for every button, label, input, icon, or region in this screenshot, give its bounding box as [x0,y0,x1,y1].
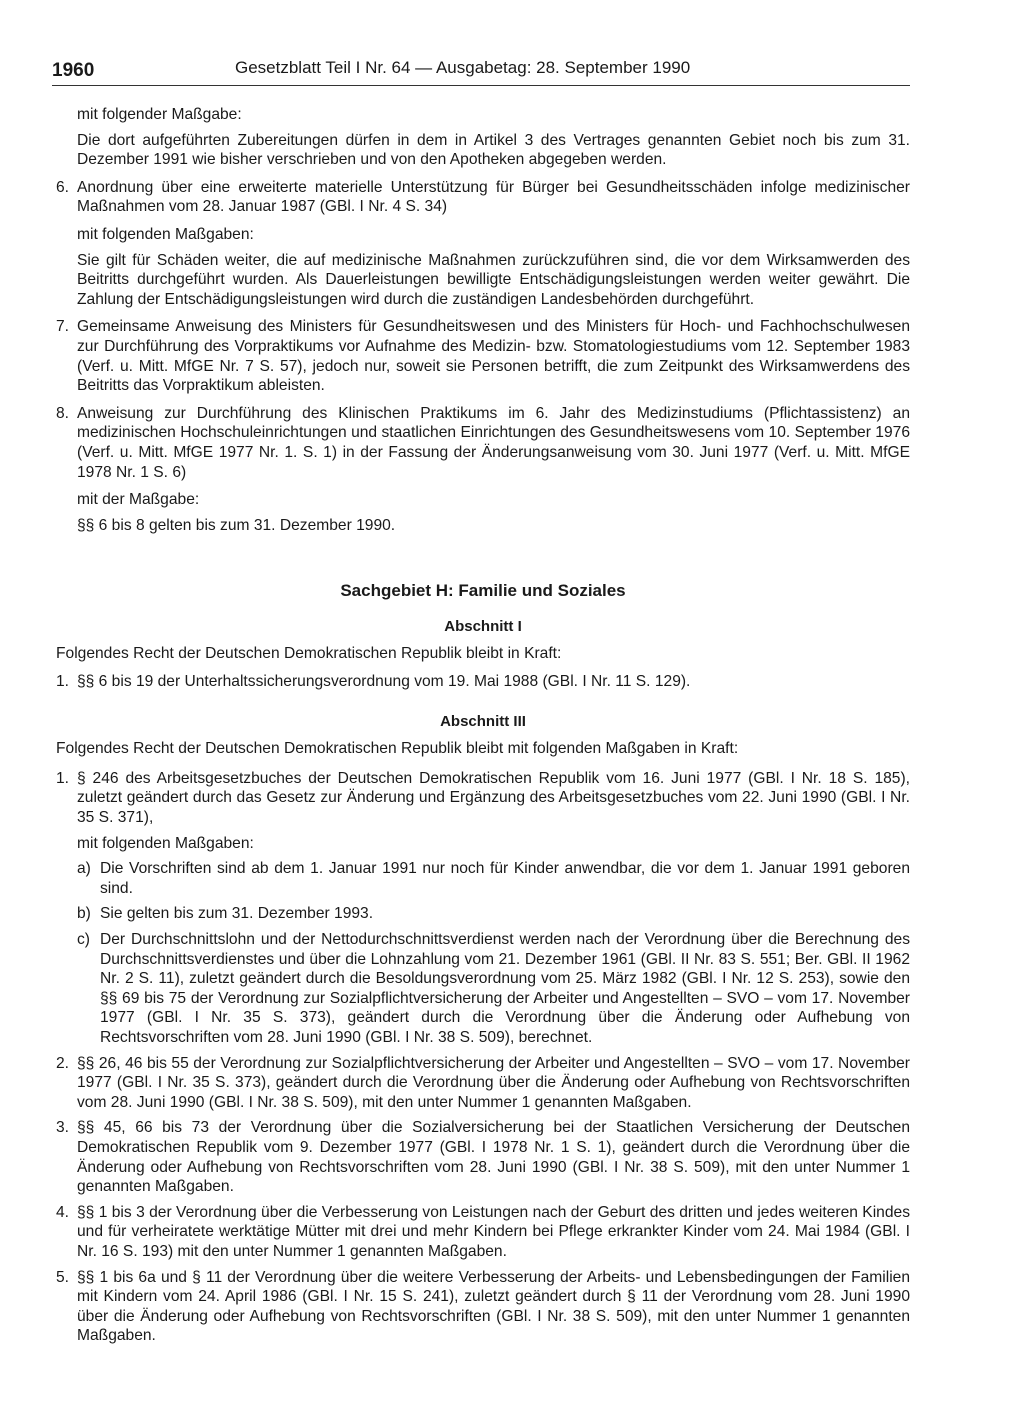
item-number: 8. [56,404,70,422]
maßgabe-label: mit folgender Maßgabe: [77,106,242,123]
item-text: § 246 des Arbeitsgesetzbuches der Deutschen Demokratischen Republik vom 16. Juni 1977 (GBl. I Nr. 18 S. 185), zuletzt geändert durch das Gesetz zur Änderung und Ergänzung des Arbeitsgesetzbuches vom 22. Juni 1990 (GBl. I Nr. 35 S. 371), [77,769,910,827]
abschnitt-title: Abschnitt III [440,712,526,730]
maßgabe-label: mit folgenden Maßgaben: [77,834,254,852]
item-number: 1. [56,673,70,691]
abschnitt-title: Abschnitt I [444,617,522,635]
maßgabe-text: Sie gilt für Schäden weiter, die auf medizinische Maßnahmen zurückzuführen sind, die vor dem Wirksamwerden des Beitritts durchgeführt wurden. Als Dauerleistungen bewilligte Entschädigungsleistungen werden weiter gewährt. Die Zahlung der Entschädigungsleistungen wird durch die zuständigen Landesbehörden durchgeführt. [77,251,910,308]
sub-text: Sie gelten bis zum 31. Dezember 1993. [100,905,374,923]
list-item [56,1268,910,1346]
running-head: Gesetzblatt Teil I Nr. 64 — Ausgabetag: 28. September 1990 [235,58,691,77]
sub-item [56,904,910,924]
item-number: 7. [56,318,70,336]
item-number: 4. [56,1203,70,1221]
page-number: 1960 [52,60,95,81]
maßgabe-label: mit folgenden Maßgaben: [77,225,254,243]
sub-letter: a) [77,860,91,878]
list-item [56,769,910,828]
maßgabe-text: Die dort aufgeführten Zubereitungen dürfen in dem in Artikel 3 des Vertrages genannten Gebiet noch bis zum 31. Dezember 1991 wie bisher verschrieben und von den Apotheken abgegeben werden. [77,131,910,169]
item-number: 1. [56,769,70,787]
abschnitt-intro: Folgendes Recht der Deutschen Demokratischen Republik bleibt mit folgenden Maßgaben in Kraft: [56,740,739,758]
item-text: Anweisung zur Durchführung des Klinischen Praktikums im 6. Jahr des Medizinstudiums (Pflichtassistenz) an medizinischen Hochschuleinrichtungen und staatlichen Einrichtungen des Gesundheitswesens vom 10. September 1976 (Verf. u. Mitt. MfGE 1977 Nr. 1. S. 1) in der Fassung der Änderungsanweisung vom 30. Juni 1977 (Verf. u. Mitt. MfGE 1978 Nr. 1 S. 6) [77,404,910,481]
maßgabe-label: mit der Maßgabe: [77,491,200,509]
body-text [56,105,910,1346]
list-item [56,1054,910,1113]
item-text: §§ 1 bis 6a und § 11 der Verordnung über die weitere Verbesserung der Arbeits- und Lebensbedingungen der Familien mit Kindern vom 24. April 1986 (GBl. I Nr. 15 S. 241), zuletzt geändert durch § 11 der Verordnung vom 28. Juni 1990 über die Änderung oder Aufhebung von Rechtsvorschriften (GBl. I Nr. 38 S. 509), mit den unter Nummer 1 genannten Maßgaben. [77,1268,910,1345]
item-text: Gemeinsame Anweisung des Ministers für Gesundheitswesen und des Ministers für Hoch- und Fachhochschulwesen zur Durchführung des Vorpraktikums vor Aufnahme des Medizin- bzw. Stomatologiestudiums vom 12. September 1983 (Verf. u. Mitt. MfGE Nr. 7 S. 57), jedoch nur, soweit sie Personen betrifft, die zum Zeitpunkt des Wirksamwerdens des Beitritts das Vorpraktikum ableisten. [77,318,910,395]
sub-text: Die Vorschriften sind ab dem 1. Januar 1991 nur noch für Kinder anwendbar, die vor dem 1. Januar 1991 geboren sind. [100,860,910,897]
list-item [56,178,910,217]
list-item [56,1118,910,1196]
sub-letter: c) [77,931,90,948]
list-item [56,672,910,692]
item-text: §§ 45, 66 bis 73 der Verordnung über die Sozialversicherung bei der Staatlichen Versicherung der Deutschen Demokratischen Republik vom 9. Dezember 1977 (GBl. I 1978 Nr. 1 S. 1), geändert durch die Verordnung über die Änderung oder Aufhebung von Rechtsvorschriften vom 28. Juni 1990 (GBl. I Nr. 38 S. 509), mit den unter Nummer 1 genannten Maßgaben. [77,1119,910,1196]
item-number: 5. [56,1268,70,1286]
page-header [52,58,972,88]
list-item [56,1203,910,1262]
sub-item [56,930,910,1048]
sub-item [56,859,910,898]
item-text: Anordnung über eine erweiterte materielle Unterstützung für Bürger bei Gesundheitsschäden infolge medizinischer Maßnahmen vom 28. Januar 1987 (GBl. I Nr. 4 S. 34) [77,178,910,216]
item-text: §§ 1 bis 3 der Verordnung über die Verbesserung von Leistungen nach der Geburt des dritten und jedes weiteren Kindes und für verheiratete werktätige Mütter mit drei und mehr Kindern bei Pflege erkrankter Kinder vom 24. Mai 1984 (GBl. I Nr. 16 S. 193) mit den unter Nummer 1 genannten Maßgaben. [77,1203,910,1260]
abschnitt-intro: Folgendes Recht der Deutschen Demokratischen Republik bleibt in Kraft: [56,645,562,663]
list-item [56,317,910,395]
list-item [56,404,910,482]
item-text: §§ 6 bis 19 der Unterhaltssicherungsverordnung vom 19. Mai 1988 (GBl. I Nr. 11 S. 129). [77,673,691,691]
item-text: §§ 26, 46 bis 55 der Verordnung zur Sozialpflichtversicherung der Arbeiter und Angestellten – SVO – vom 17. November 1977 (GBl. I Nr. 35 S. 373), geändert durch die Verordnung über die Änderung oder Aufhebung von Rechtsvorschriften vom 28. Juni 1990 (GBl. I Nr. 38 S. 509), mit den unter Nummer 1 genannten Maßgaben. [77,1054,910,1111]
item-number: 6. [56,178,70,196]
header-rule [52,85,910,86]
sub-text: Der Durchschnittslohn und der Nettodurchschnittsverdienst werden nach der Verordnung über die Berechnung des Durchschnittsverdienstes und über die Lohnzahlung vom 21. Dezember 1961 (GBl. II Nr. 83 S. 551; Ber. GBl. II 1962 Nr. 2 S. 11), zuletzt geändert durch die Besoldungsverordnung vom 25. März 1982 (GBl. I Nr. 12 S. 253), sowie den §§ 69 bis 75 der Verordnung zur Sozialpflichtversicherung der Arbeiter und Angestellten – SVO – vom 17. November 1977 (GBl. I Nr. 35 S. 373), geändert durch die Verordnung über die Änderung oder Aufhebung von Rechtsvorschriften vom 28. Juni 1990 (GBl. I Nr. 38 S. 509), berechnet. [100,931,910,1046]
maßgabe-text: §§ 6 bis 8 gelten bis zum 31. Dezember 1990. [77,516,396,534]
item-number: 3. [56,1119,70,1137]
section-title: Sachgebiet H: Familie und Soziales [340,581,626,601]
item-number: 2. [56,1054,70,1072]
sub-letter: b) [77,905,91,923]
